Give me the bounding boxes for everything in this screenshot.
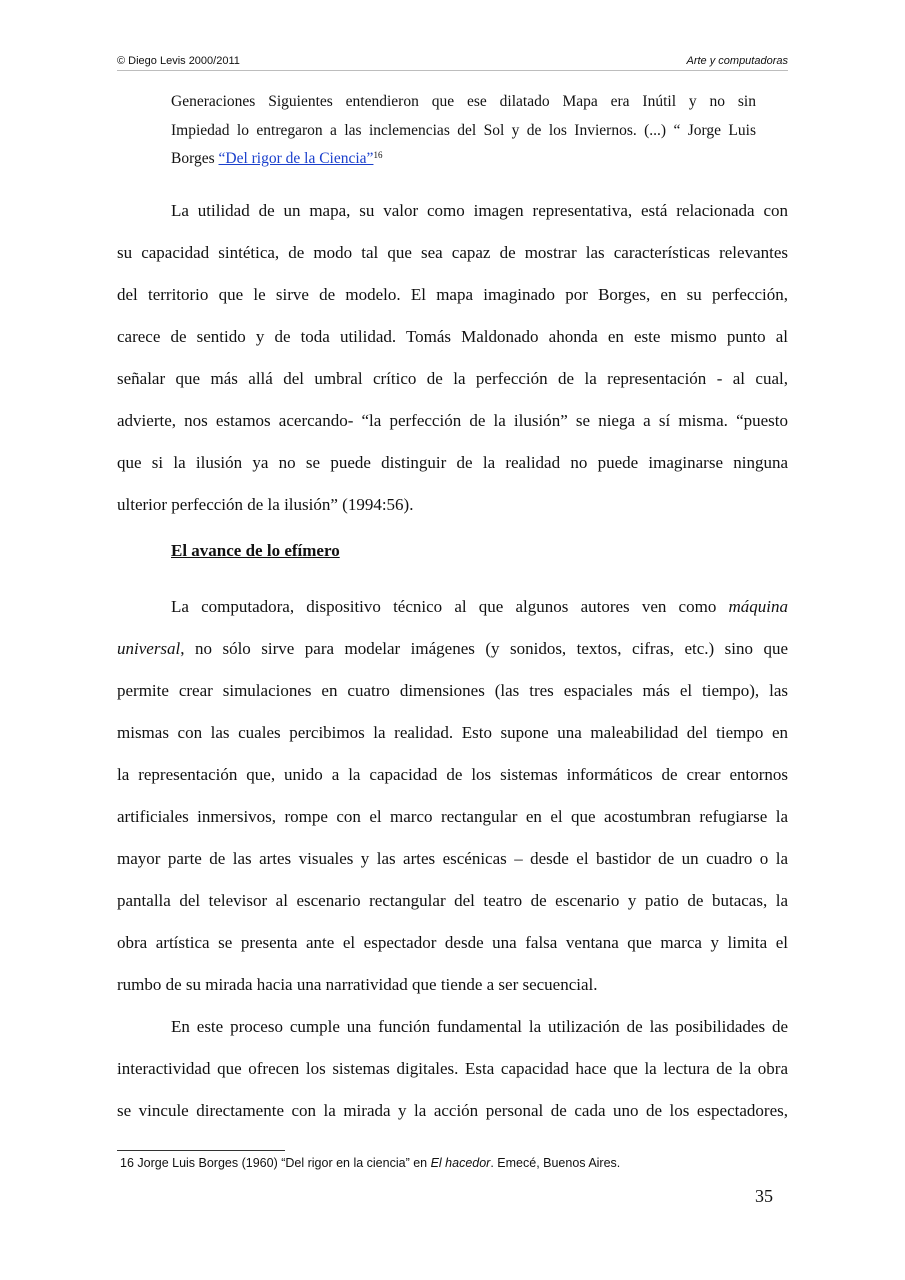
paragraph-line: permite crear simulaciones en cuatro dimensiones (las tres espaciales más el tiempo), las — [117, 681, 788, 700]
paragraph-line: interactividad que ofrecen los sistemas digitales. Esta capacidad hace que la lectura de la obra — [117, 1059, 788, 1078]
quote-line: Impiedad lo entregaron a las inclemencias del Sol y de los Inviernos. (...) “ Jorge Luis — [171, 121, 756, 139]
footnote — [120, 1156, 620, 1170]
paragraph-line: advierte, nos estamos acercando- “la perfección de la ilusión” se niega a sí misma. “puesto — [117, 411, 788, 430]
page-header — [117, 54, 788, 71]
page-number: 35 — [755, 1186, 773, 1206]
paragraph-line: La utilidad de un mapa, su valor como imagen representativa, está relacionada con — [171, 201, 788, 220]
footnote-book-title: El hacedor — [430, 1156, 491, 1170]
header-title: Arte y computadoras — [686, 55, 788, 67]
paragraph-line — [117, 628, 788, 670]
emphasis-text: máquina — [728, 597, 788, 616]
quote-link[interactable]: “Del rigor de la Ciencia” — [218, 150, 374, 167]
paragraph-line: señalar que más allá del umbral crítico de la perfección de la representación - al cual, — [117, 369, 788, 388]
quote-line — [171, 145, 756, 174]
paragraph-line: artificiales inmersivos, rompe con el marco rectangular en el que acostumbran refugiarse la — [117, 807, 788, 826]
quote-author: Borges — [171, 150, 219, 167]
paragraph-line: pantalla del televisor al escenario rectangular del teatro de escenario y patio de butacas, la — [117, 891, 788, 910]
paragraph-line: la representación que, unido a la capacidad de los sistemas informáticos de crear entornos — [117, 765, 788, 784]
paragraph-2 — [117, 586, 788, 1006]
paragraph-1 — [117, 190, 788, 526]
paragraph-3 — [117, 1006, 788, 1132]
borges-quote — [171, 88, 756, 174]
paragraph-text: La computadora, dispositivo técnico al que algunos autores ven como — [171, 597, 729, 616]
paragraph-line: mayor parte de las artes visuales y las artes escénicas – desde el bastidor de un cuadro o la — [117, 849, 788, 868]
emphasis-text: universal — [117, 639, 181, 658]
paragraph-text: , no sólo sirve para modelar imágenes (y sonidos, textos, cifras, etc.) sino que — [180, 639, 788, 658]
paragraph-line: su capacidad sintética, de modo tal que sea capaz de mostrar las características relevantes — [117, 243, 788, 262]
paragraph-line: que si la ilusión ya no se puede distinguir de la realidad no puede imaginarse ninguna — [117, 453, 788, 472]
paragraph-line: del territorio que le sirve de modelo. El mapa imaginado por Borges, en su perfección, — [117, 285, 788, 304]
quote-line: Generaciones Siguientes entendieron que ese dilatado Mapa era Inútil y no sin — [171, 93, 756, 110]
header-author: © Diego Levis 2000/2011 — [117, 55, 240, 67]
paragraph-line — [117, 586, 788, 628]
paragraph-line: rumbo de su mirada hacia una narratividad que tiende a ser secuencial. — [117, 975, 598, 994]
footnote-text: 16 Jorge Luis Borges (1960) “Del rigor en la ciencia” en — [120, 1156, 431, 1170]
paragraph-line: carece de sentido y de toda utilidad. Tomás Maldonado ahonda en este mismo punto al — [117, 327, 788, 346]
paragraph-line: ulterior perfección de la ilusión” (1994:56). — [117, 495, 414, 514]
paragraph-line: mismas con las cuales percibimos la realidad. Esto supone una maleabilidad del tiempo en — [117, 723, 788, 742]
footnote-text: . Emecé, Buenos Aires. — [490, 1156, 621, 1170]
paragraph-line: En este proceso cumple una función fundamental la utilización de las posibilidades de — [171, 1017, 788, 1036]
footnote-divider — [117, 1150, 285, 1151]
section-heading: El avance de lo efímero — [171, 541, 340, 560]
footnote-reference[interactable]: 16 — [373, 150, 383, 160]
paragraph-line: se vincule directamente con la mirada y la acción personal de cada uno de los espectadores, — [117, 1101, 788, 1120]
paragraph-line: obra artística se presenta ante el espectador desde una falsa ventana que marca y limita el — [117, 933, 788, 952]
